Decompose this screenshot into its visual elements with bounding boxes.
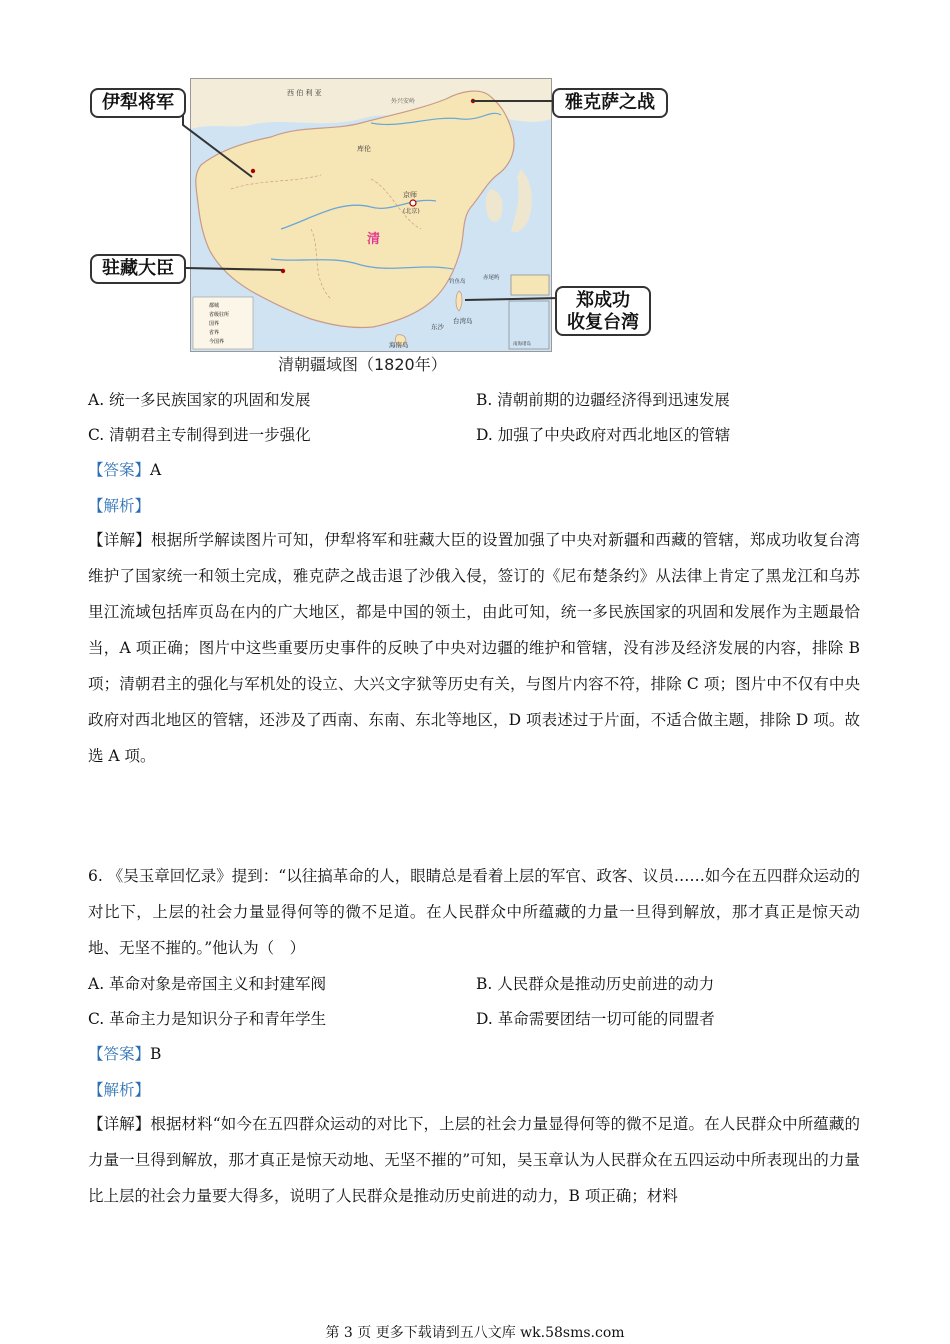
q5-option-d: D. 加强了中央政府对西北地区的管辖 [476, 426, 731, 444]
q5-answer [88, 458, 161, 482]
answer-value: A [150, 461, 162, 479]
callout-zcg-line1: 郑成功 [576, 290, 630, 311]
analysis-tag: 【解析】 [88, 497, 151, 515]
q6-option-c: C. 革命主力是知识分子和青年学生 [88, 1010, 327, 1028]
callout-zcg-line2: 收复台湾 [567, 312, 639, 333]
q5-option-a: A. 统一多民族国家的巩固和发展 [88, 391, 311, 409]
callout-zheng-chenggong [555, 286, 651, 336]
q6-stem: 6. 《吴玉章回忆录》提到：“以往搞革命的人，眼睛总是看着上层的军官、政客、议员……如今在五四群众运动的对比下，上层的社会力量显得何等的微不足道。在人民群众中所蕴藏的力量一旦得到解放，那才真正是惊天动地、无坚不摧的。”他认为（ ） [88, 867, 860, 957]
legend-item: 国界 [209, 321, 220, 327]
q6-analysis-tag [88, 1078, 150, 1102]
detail-text: 根据材料“如今在五四群众运动的对比下，上层的社会力量显得何等的微不足道。在人民群众中所蕴藏的力量一旦得到解放，那才真正是惊天动地、无坚不摧的”可知，吴玉章认为人民群众在五四运动中所表现出的力量比上层的社会力量要大得多，说明了人民群众是推动历史前进的动力，B 项正确；材料 [88, 1115, 860, 1205]
label-dongsha: 东沙 [431, 323, 444, 331]
leader-zhengchenggong [465, 298, 560, 300]
callout-yakesa-battle: 雅克萨之战 [552, 88, 668, 118]
label-siberia: 西 伯 利 亚 [287, 89, 322, 97]
map-caption: 清朝疆域图（1820年） [278, 355, 447, 374]
q6-option-b: B. 人民群众是推动历史前进的动力 [476, 975, 715, 993]
legend-item: 省级驻所 [209, 312, 230, 318]
label-qing: 清 [367, 232, 381, 247]
callout-yili-general: 伊犁将军 [90, 88, 186, 118]
label-beijing: (北京) [403, 208, 420, 215]
detail-text: 根据所学解读图片可知，伊犁将军和驻藏大臣的设置加强了中央对新疆和西藏的管辖，郑成功收复台湾维护了国家统一和领土完成，雅克萨之战击退了沙俄入侵，签订的《尼布楚条约》从法律上肯定了黑龙江和乌苏里江流域包括库页岛在内的广大地区，都是中国的领土，由此可知，统一多民族国家的巩固和发展作为主题最恰当，A 项正确；图片中这些重要历史事件的反映了中央对边疆的维护和管辖，没有涉及经济发展的内容，排除 B 项；清朝君主的强化与军机处的设立、大兴文字狱等历史有关，与图片内容不符，排除 C 项；图片中不仅有中央政府对西北地区的管辖，还涉及了西南、东南、东北等地区，D 项表述过于片面，不适合做主题，排除 D 项。故选 A 项。 [88, 531, 860, 765]
detail-tag: 【详解】 [88, 531, 152, 549]
label-taiwan: 台湾岛 [453, 317, 473, 325]
page-footer: 第 3 页 更多下载请到五八文库 wk.58sms.com [325, 1325, 625, 1341]
q5-analysis-tag [88, 494, 150, 518]
legend-item: 都城 [209, 303, 220, 309]
q5-option-c: C. 清朝君主专制得到进一步强化 [88, 426, 311, 444]
answer-tag: 【答案】 [88, 461, 151, 479]
label-diaoyudao: 钓鱼岛 [449, 279, 466, 285]
label-jingshi: 京师 [403, 191, 417, 199]
label-nanhai: 南海诸岛 [513, 342, 531, 347]
q5-detail [88, 522, 860, 774]
q6-option-d: D. 革命需要团结一切可能的同盟者 [476, 1010, 715, 1028]
callout-zhuzang-dachen: 驻藏大臣 [90, 254, 186, 284]
label-waixinganling: 外兴安岭 [391, 98, 416, 105]
callout-leaders [0, 0, 950, 380]
analysis-tag: 【解析】 [88, 1081, 151, 1099]
q6-detail [88, 1106, 860, 1214]
q6-answer [88, 1042, 161, 1066]
legend-item: 今国界 [209, 339, 225, 345]
label-chiweiyu: 赤尾屿 [483, 275, 500, 281]
leader-yili [183, 112, 252, 177]
answer-value: B [150, 1045, 162, 1063]
q6-option-a: A. 革命对象是帝国主义和封建军阀 [88, 975, 327, 993]
answer-tag: 【答案】 [88, 1045, 151, 1063]
label-kulun: 库伦 [357, 145, 371, 153]
detail-tag: 【详解】 [88, 1115, 151, 1133]
legend-item: 省界 [209, 330, 220, 336]
q5-option-b: B. 清朝前期的边疆经济得到迅速发展 [476, 391, 730, 409]
label-hainan: 海南岛 [389, 341, 409, 349]
leader-zhuzang [186, 268, 282, 270]
